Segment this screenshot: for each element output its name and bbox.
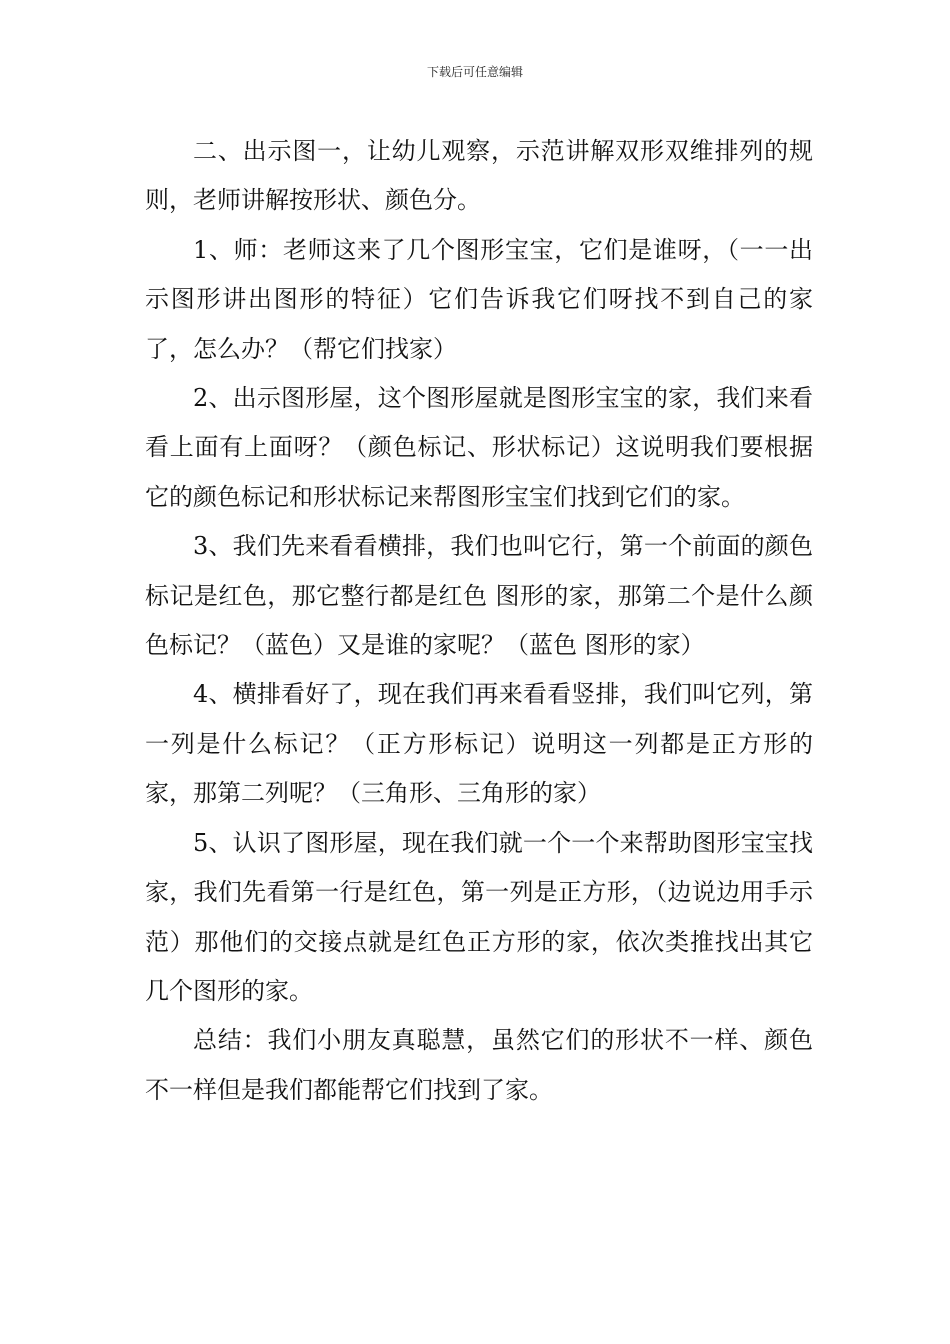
paragraph-summary: 总结：我们小朋友真聪慧，虽然它们的形状不一样、颜色不一样但是我们都能帮它们找到了家。	[145, 1026, 813, 1104]
paragraph-step-5: 5、认识了图形屋，现在我们就一个一个来帮助图形宝宝找家，我们先看第一行是红色，第一列是正方形，（边说边用手示范）那他们的交接点就是红色正方形的家，依次类推找出其它几个图形的家。	[145, 828, 813, 1005]
paragraph-intro: 二、出示图一，让幼儿观察，示范讲解双形双维排列的规则，老师讲解按形状、颜色分。	[145, 137, 813, 215]
document-body	[145, 127, 813, 1115]
page-header-note: 下载后可任意编辑	[426, 65, 523, 79]
paragraph-step-3: 3、我们先来看看横排，我们也叫它行，第一个前面的颜色标记是红色，那它整行都是红色 图形的家，那第二个是什么颜色标记？（蓝色）又是谁的家呢？（蓝色 图形的家）	[145, 532, 813, 660]
paragraph-step-2: 2、出示图形屋，这个图形屋就是图形宝宝的家，我们来看看上面有上面呀？（颜色标记、形状标记）这说明我们要根据它的颜色标记和形状标记来帮图形宝宝们找到它们的家。	[145, 384, 813, 511]
paragraph-step-4: 4、横排看好了，现在我们再来看看竖排，我们叫它列，第一列是什么标记？（正方形标记）说明这一列都是正方形的家，那第二列呢？（三角形、三角形的家）	[145, 680, 813, 808]
paragraph-step-1: 1、师：老师这来了几个图形宝宝，它们是谁呀，（一一出示图形讲出图形的特征）它们告诉我它们呀找不到自己的家了，怎么办？（帮它们找家）	[145, 235, 813, 363]
